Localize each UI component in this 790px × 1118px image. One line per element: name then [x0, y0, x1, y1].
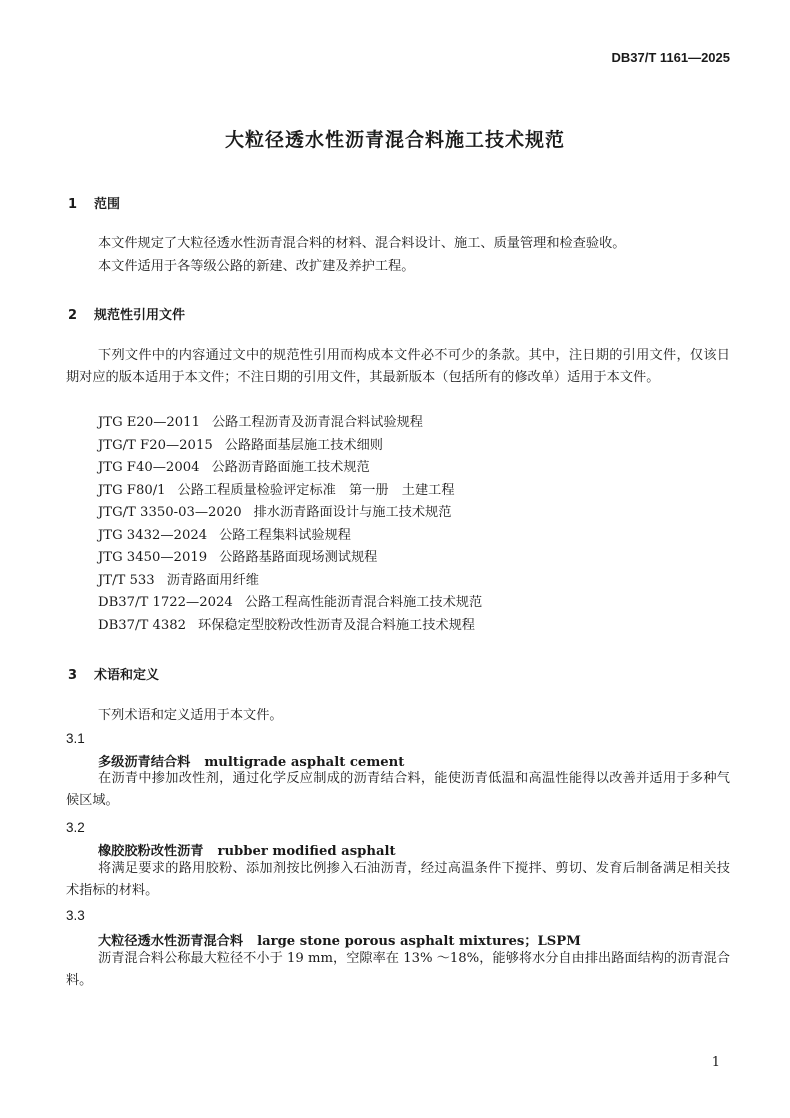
reference-code: DB37/T 1722—2024	[98, 595, 233, 610]
clause-number: 3.3	[66, 908, 85, 923]
section-1-heading	[68, 193, 120, 212]
paragraph: 下列文件中的内容通过文中的规范性引用而构成本文件必不可少的条款。其中，注日期的引用文件，仅该日期对应的版本适用于本文件；不注日期的引用文件，其最新版本（包括所有的修改单）适用于本文件。	[66, 348, 730, 385]
reference-name: 公路路面基层施工技术细则	[224, 438, 383, 453]
term-zh: 橡胶胶粉改性沥青	[98, 844, 204, 859]
reference-code: JTG F40—2004	[98, 460, 200, 475]
reference-code: JTG F80/1	[98, 483, 166, 498]
reference-item	[98, 615, 475, 637]
term-en: rubber modified asphalt	[217, 844, 396, 859]
reference-name: 公路工程质量检验评定标准 第一册 土建工程	[177, 483, 455, 498]
reference-item	[98, 502, 451, 524]
paragraph: 本文件规定了大粒径透水性沥青混合料的材料、混合料设计、施工、质量管理和检查验收。	[98, 236, 626, 251]
section-number: 3	[68, 668, 78, 683]
term-zh: 大粒径透水性沥青混合料	[98, 934, 244, 949]
section-title: 术语和定义	[94, 668, 160, 683]
reference-name: 环保稳定型胶粉改性沥青及混合料施工技术规程	[198, 618, 475, 633]
reference-item	[98, 412, 423, 434]
reference-name: 公路工程沥青及沥青混合料试验规程	[211, 415, 423, 430]
term-heading	[98, 840, 396, 859]
term-zh: 多级沥青结合料	[98, 755, 191, 770]
section-title: 范围	[94, 197, 121, 212]
term-en: large stone porous asphalt mixtures；LSPM	[257, 934, 581, 949]
term-definition: 沥青混合料公称最大粒径不小于 19 mm，空隙率在 13% ～18%，能够将水分自由排出路面结构的沥青混合料。	[66, 951, 730, 988]
reference-item	[98, 592, 482, 614]
section-3-heading	[68, 664, 159, 683]
reference-code: DB37/T 4382	[98, 618, 187, 633]
reference-item	[98, 570, 259, 592]
reference-name: 公路路基路面现场测试规程	[219, 550, 378, 565]
reference-name: 沥青路面用纤维	[166, 573, 259, 588]
doc-code: DB37/T 1161—2025	[611, 50, 730, 65]
reference-code: JTG/T 3350-03—2020	[98, 505, 242, 520]
reference-item	[98, 480, 455, 502]
section-number: 1	[68, 197, 78, 212]
term-heading	[98, 930, 581, 949]
reference-code: JTG 3432—2024	[98, 528, 208, 543]
page-title: 大粒径透水性沥青混合料施工技术规范	[224, 129, 565, 151]
term-definition: 将满足要求的路用胶粉、添加剂按比例掺入石油沥青，经过高温条件下搅拌、剪切、发育后制备满足相关技术指标的材料。	[66, 861, 730, 898]
page-number: 1	[711, 1055, 720, 1070]
reference-item	[98, 435, 383, 457]
reference-code: JTG E20—2011	[98, 415, 200, 430]
reference-code: JT/T 533	[98, 573, 155, 588]
section-number: 2	[68, 308, 78, 323]
section-2-heading	[68, 304, 185, 323]
reference-name: 公路工程集料试验规程	[219, 528, 351, 543]
reference-item	[98, 547, 377, 569]
paragraph: 本文件适用于各等级公路的新建、改扩建及养护工程。	[98, 259, 415, 274]
section-title: 规范性引用文件	[94, 308, 186, 323]
paragraph: 下列术语和定义适用于本文件。	[98, 708, 283, 723]
reference-name: 排水沥青路面设计与施工技术规范	[253, 505, 452, 520]
reference-item	[98, 525, 351, 547]
reference-item	[98, 457, 370, 479]
reference-code: JTG/T F20—2015	[98, 438, 213, 453]
term-en: multigrade asphalt cement	[204, 755, 405, 770]
reference-code: JTG 3450—2019	[98, 550, 208, 565]
term-definition: 在沥青中掺加改性剂，通过化学反应制成的沥青结合料，能使沥青低温和高温性能得以改善并适用于多种气候区域。	[66, 771, 730, 808]
reference-name: 公路工程高性能沥青混合料施工技术规范	[244, 595, 483, 610]
clause-number: 3.1	[66, 731, 85, 746]
reference-name: 公路沥青路面施工技术规范	[211, 460, 370, 475]
clause-number: 3.2	[66, 820, 85, 835]
